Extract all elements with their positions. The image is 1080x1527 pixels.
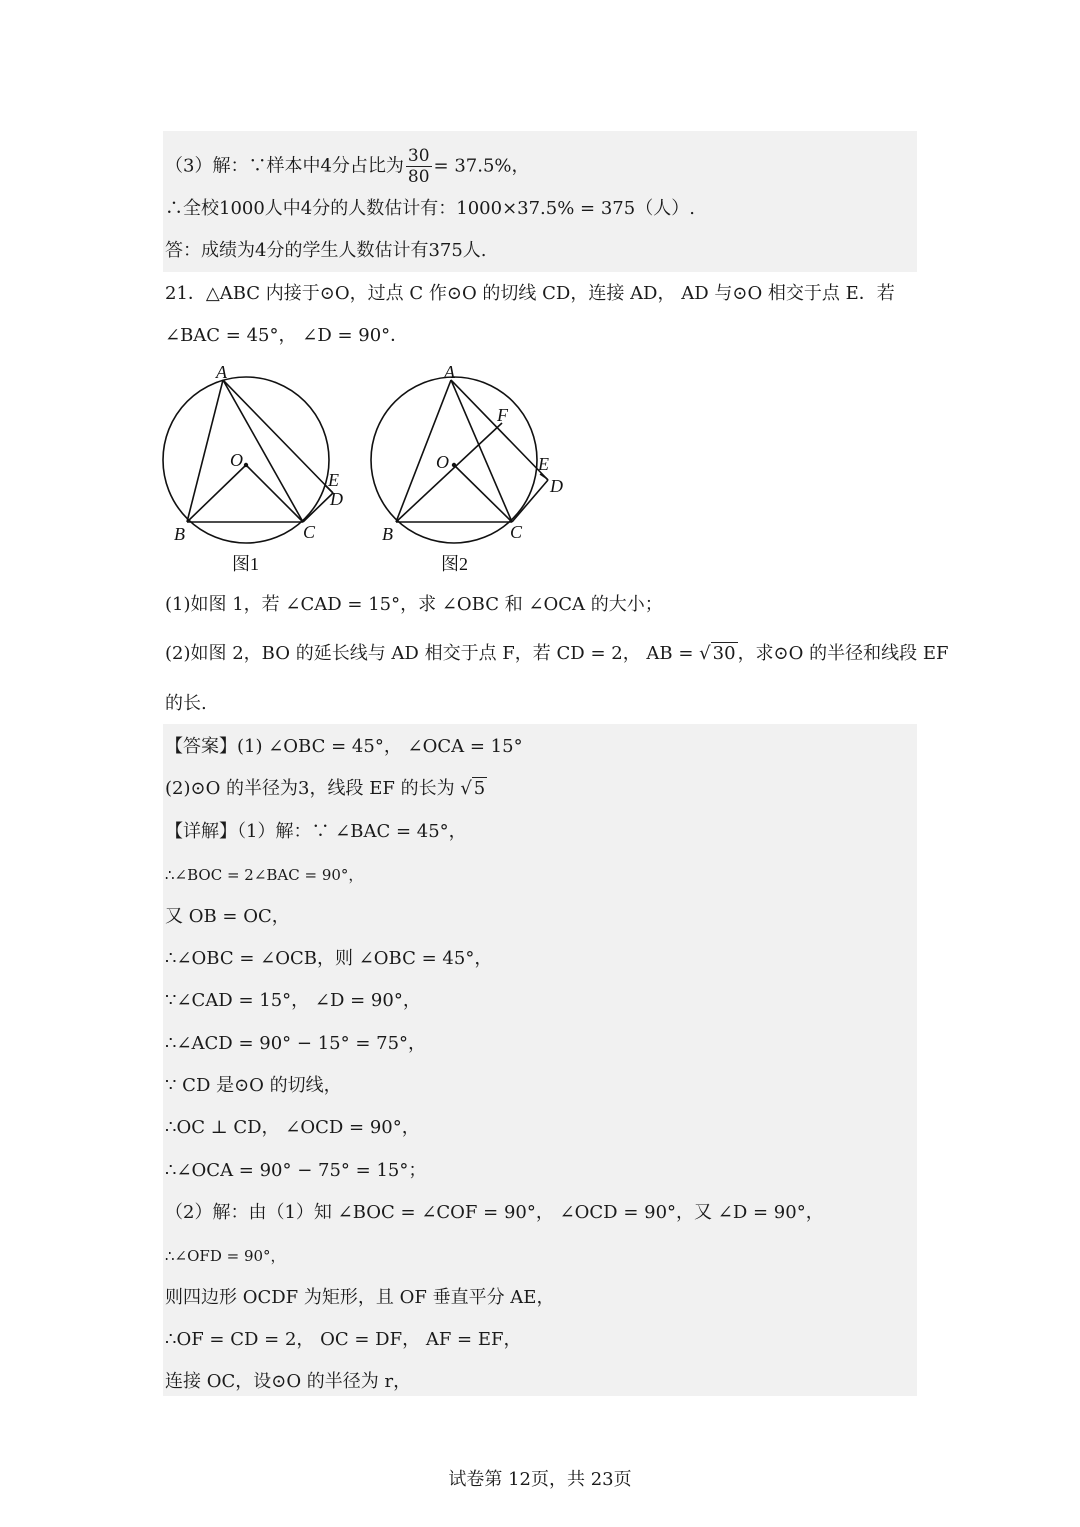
fig2-line-oc: [454, 465, 512, 522]
detail-step: ∴OC ⊥ CD， ∠OCD = 90°，: [165, 1117, 420, 1138]
detail-step: ∴∠OBC = ∠OCB，则 ∠OBC = 45°，: [165, 948, 493, 969]
question-part-1: (1)如图 1，若 ∠CAD = 15°，求 ∠OBC 和 ∠OCA 的大小；: [165, 594, 663, 615]
detail-step: ∵ CD 是⊙O 的切线，: [165, 1075, 342, 1096]
detail-step: 则四边形 OCDF 为矩形，且 OF 垂直平分 AE，: [165, 1287, 555, 1308]
fig1-label-o: O: [230, 450, 243, 470]
detail-step: ∴∠OFD = 90°，: [165, 1247, 286, 1265]
answer-line-1: 【答案】(1) ∠OBC = 45°， ∠OCA = 15°: [165, 736, 523, 757]
detail-step: ∴∠OCA = 90° − 75° = 15°；: [165, 1160, 427, 1181]
geometry-figures-svg: [160, 362, 580, 582]
fig1-caption: 图1: [232, 554, 259, 574]
fig1-line-oc: [246, 465, 303, 522]
fig1-label-d: D: [330, 489, 343, 509]
fig2-line-ac: [451, 380, 512, 522]
page-footer: 试卷第 12页，共 23页: [448, 1469, 632, 1490]
geometry-figures: [160, 362, 580, 586]
sqrt-sign: √: [460, 778, 472, 799]
sqrt-radicand: 5: [473, 778, 486, 799]
answer-line-2: (2)⊙O 的半径为3，线段 EF 的长为 √ 5: [165, 778, 486, 799]
fraction: $\frac{30}{80}$: [407, 146, 430, 187]
detail-step: ∵∠CAD = 15°， ∠D = 90°，: [165, 990, 421, 1011]
question-stem-line-2: ∠BAC = 45°， ∠D = 90°．: [165, 325, 409, 346]
question-part-2: (2)如图 2，BO 的延长线与 AD 相交于点 F，若 CD = 2， AB = √ 30 ，求⊙O 的半径和线段 EF: [165, 643, 949, 664]
detail-title: 【详解】（1）解：∵ ∠BAC = 45°，: [165, 821, 467, 842]
fig1-center-dot: [244, 463, 248, 467]
fig1-line-cd: [303, 493, 333, 522]
fig2-caption: 图2: [441, 554, 468, 574]
fig2-label-f: F: [497, 405, 508, 425]
question-part-2-cont: 的长.: [165, 693, 207, 714]
fig1-line-ob: [187, 465, 246, 522]
detail-step: 连接 OC，设⊙O 的半径为 r，: [165, 1371, 412, 1392]
fig2-circle: [371, 377, 537, 543]
sqrt-radicand: 30: [712, 643, 736, 664]
fig1-label-c: C: [303, 522, 316, 542]
prev-solution-line-3: 答：成绩为4分的学生人数估计有375人.: [165, 240, 487, 261]
question-stem-line-1: 21．△ABC 内接于⊙O，过点 C 作⊙O 的切线 CD，连接 AD， AD 与⊙O 相交于点 E．若: [165, 283, 895, 304]
detail-step: ∴OF = CD = 2， OC = DF， AF = EF，: [165, 1329, 522, 1350]
detail-step: ∴∠ACD = 90° − 15° = 75°，: [165, 1033, 427, 1054]
fig2-label-c: C: [510, 522, 523, 542]
fig2-line-ab: [396, 380, 451, 522]
detail-step: 又 OB = OC，: [165, 906, 290, 927]
fig1-label-a: A: [216, 362, 227, 382]
fig2-label-a: A: [444, 362, 455, 382]
detail-step: （2）解：由（1）知 ∠BOC = ∠COF = 90°， ∠OCD = 90°，又 ∠D = 90°，: [165, 1202, 824, 1223]
fig2-label-b: B: [382, 524, 393, 544]
fig2-label-o: O: [436, 452, 449, 472]
detail-step: ∴∠BOC = 2∠BAC = 90°，: [165, 866, 364, 884]
fig2-center-dot: [452, 463, 456, 467]
fig1-line-ab: [187, 380, 223, 522]
fig2-label-d: D: [550, 476, 563, 496]
fig2-line-ad: [451, 380, 548, 480]
fig2-label-e: E: [538, 454, 549, 474]
prev-solution-line-2: ∴全校1000人中4分的人数估计有：1000×37.5% = 375（人）.: [165, 198, 695, 219]
sqrt-sign: √: [699, 643, 711, 664]
fig2-line-bf: [396, 423, 502, 522]
fig1-label-e: E: [328, 470, 339, 490]
fig2-line-cd: [512, 480, 548, 522]
fig1-label-b: B: [174, 524, 185, 544]
prev-solution-line-1: （3）解：∵样本中4分占比为 $\frac{30}{80}$ = 37.5%，: [165, 146, 530, 187]
